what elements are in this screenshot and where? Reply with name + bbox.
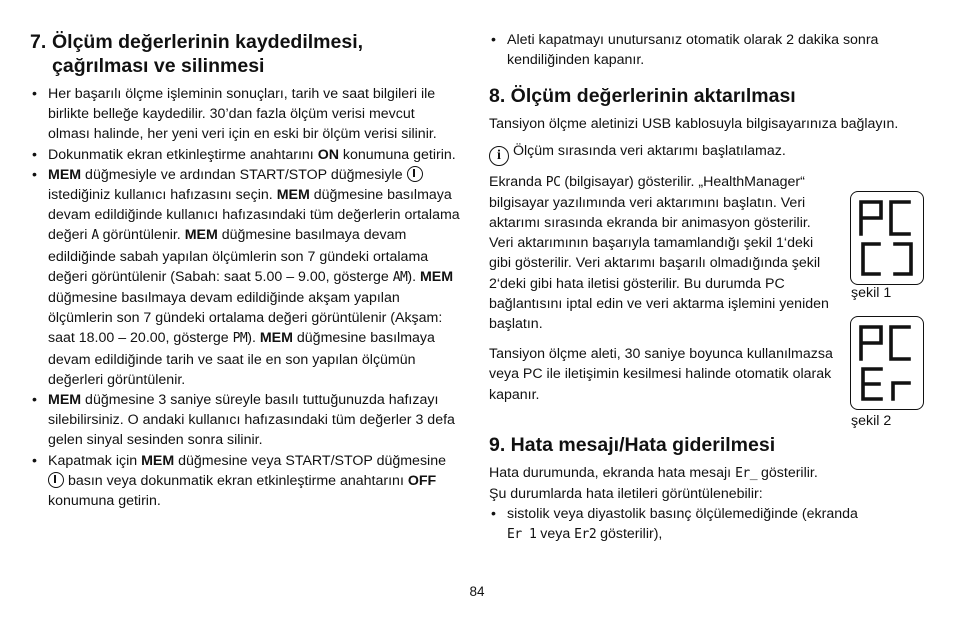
- section-8-heading: 8. Ölçüm değerlerinin aktarılması: [489, 85, 796, 108]
- power-icon: [48, 472, 64, 488]
- pc-segment-graphic: [851, 192, 923, 284]
- info-icon: i: [489, 146, 509, 166]
- paragraph: Şu durumlarda hata iletileri görüntülenebilir:: [489, 486, 763, 503]
- list-item: • MEM düğmesiyle ve ardından START/STOP düğmesiyle istediğiniz kullanıcı hafızasını seçin. MEM düğmesine basılmaya devam edildiğinde kullanıcı hafızasındaki tüm değerlerin ortalama değeri A görüntülenir. MEM düğmesine basılmaya devam edildiğinde sabah yapılan ölçümlerin son 7 gündeki ortalama değeri görüntülenir (Sabah: saat 5.00 – 9.00, gösterge AM). MEM düğmesine basılmaya devam edildiğinde akşam yapılan ölçümlerin son 7 gündeki ortalama değeri görüntülenir (Akşam: saat 18.00 – 20.00, gösterge PM). MEM düğmesine basılmaya devam edildiğinde tarih ve saat ile en son yapılan ölçümün değerleri görüntülenir.: [30, 165, 460, 390]
- section-9-heading: 9. Hata mesajı/Hata giderilmesi: [489, 433, 776, 456]
- pc-error-segment-graphic: [851, 317, 923, 409]
- list-item: • Dokunmatik ekran etkinleştirme anahtarını ON konumuna getirin.: [30, 145, 460, 165]
- list-item: • sistolik veya diyastolik basınç ölçülemediğinde (ekranda Er 1 veya Er2 gösterilir),: [489, 504, 929, 545]
- list-item: • Her başarılı ölçme işleminin sonuçları, tarih ve saat bilgileri ile birlikte belleğe kaydedilir. 30’dan fazla ölçüm verisi mevcut olması halinde, her yeni veri için en eski bir ölçüm verisi silinir.: [30, 84, 460, 145]
- paragraph: Ekranda PC (bilgisayar) gösterilir. „HealthManager“ bilgisayar yazılımında veri aktarımını başlatın. Veri aktarımı sırasında ekranda bir animasyon gösterilir. Veri aktarımının başarıyla tamamlandığı şekil 1‘deki gibi gösterilir. Veri aktarımı başarılı olmadığında şekil 2‘deki gibi hata iletisi gösterilir. Bu durumda PC bağlantısını iptal edin ve veri aktarma işlemini yeniden başlatın.: [489, 173, 829, 333]
- list-item: • MEM düğmesine 3 saniye süreyle basılı tuttuğunuzda hafızayı silebilirsiniz. O andaki kullanıcı hafızasındaki tüm değerler 3 defa gelen sinyal sesinden sonra silinir.: [30, 390, 460, 451]
- paragraph: Tansiyon ölçme aleti, 30 saniye boyunca kullanılmazsa veya PC ile iletişimin kesilmesi halinde otomatik olarak kapanır.: [489, 346, 833, 403]
- left-column: [30, 30, 460, 511]
- list-item: • Aleti kapatmayı unutursanız otomatik olarak 2 dakika sonra kendiliğinden kapanır.: [489, 30, 929, 70]
- page-number: 84: [469, 584, 485, 599]
- paragraph: Hata durumunda, ekranda hata mesajı Er_ gösterilir.: [489, 464, 818, 481]
- power-icon: [407, 166, 423, 182]
- figure-2-caption: şekil 2: [851, 413, 892, 429]
- info-note: i Ölçüm sırasında veri aktarımı başlatılamaz.: [489, 141, 929, 166]
- list-item: • Kapatmak için MEM düğmesine veya START/STOP düğmesine basın veya dokunmatik ekran etkinleştirme anahtarını OFF konumuna getirin.: [30, 451, 460, 512]
- figure-1-display: [850, 191, 924, 285]
- section-7-list: [30, 84, 460, 511]
- figure-1-caption: şekil 1: [851, 285, 892, 301]
- figure-2-display: [850, 316, 924, 410]
- section-7-heading: 7. Ölçüm değerlerinin kaydedilmesi, çağrılması ve silinmesi: [30, 31, 364, 77]
- paragraph: Tansiyon ölçme aletinizi USB kablosuyla bilgisayarınıza bağlayın.: [489, 116, 899, 133]
